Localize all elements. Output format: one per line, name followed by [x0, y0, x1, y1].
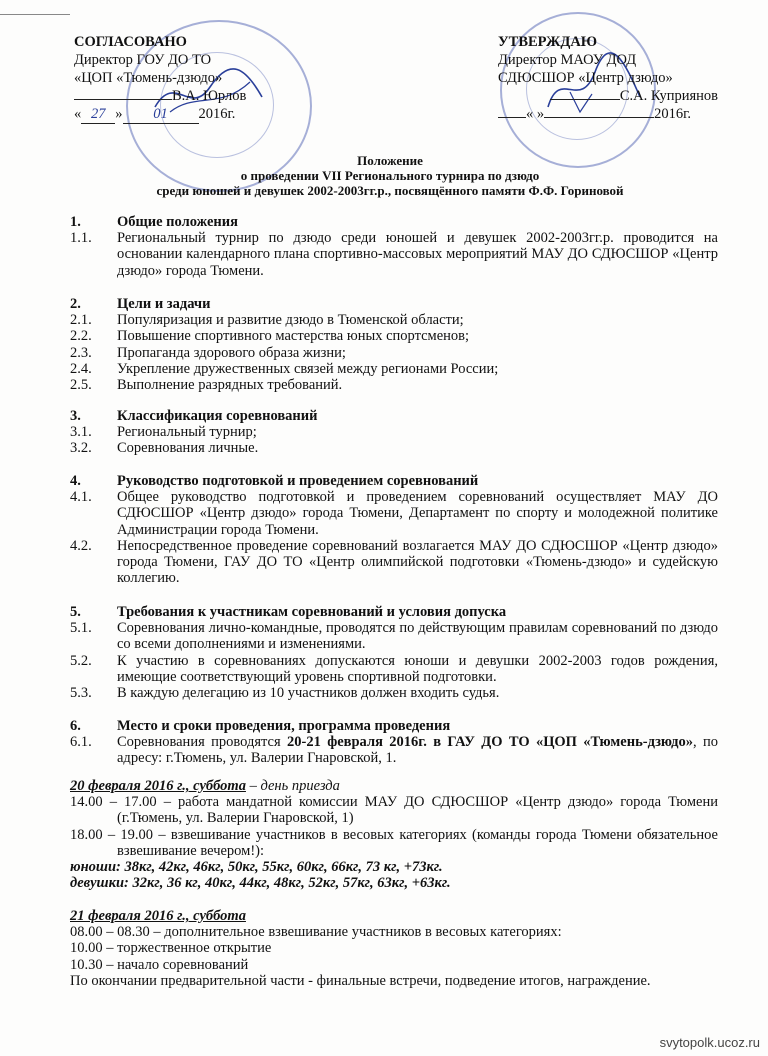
approval-heading: СОГЛАСОВАНО: [74, 34, 187, 50]
approval-heading: УТВЕРЖДАЮ: [498, 34, 598, 50]
approval-signature-line: [74, 87, 304, 105]
section-item: Непосредственное проведение соревнований возлагается МАУ ДО СДЮСШОР «Центр дзюдо» города Тюмени, ГАУ ДО ТО «Центр олимпийской подготовки «Тюмень-дзюдо» и судейскую коллегию.: [117, 537, 718, 587]
schedule-item: 08.00 – 08.30 – дополнительное взвешивание участников в весовых категориях:: [70, 924, 562, 941]
section-title: Место и сроки проведения, программа проведения: [117, 718, 451, 734]
section-title: Классификация соревнований: [117, 408, 318, 424]
section-item: Региональный турнир;: [117, 424, 257, 441]
section-item: Региональный турнир по дзюдо среди юношей и девушек 2002-2003гг.р. проводится на основании календарного плана спортивно-массовых мероприятий МАУ ДО СДЮСШОР «Центр дзюдо» города Тюмени.: [117, 230, 718, 279]
approval-date: « 27 » 01 2016г.: [74, 106, 236, 122]
weight-categories-boys: юноши: 38кг, 42кг, 46кг, 50кг, 55кг, 60кг, 66кг, 73 кг, +73кг.: [70, 859, 443, 876]
section-item: Соревнования личные.: [117, 440, 259, 457]
section-venue-program: 6. Место и сроки проведения, программа проведения 6.1. Соревнования проводятся 20-21 февраля 2016г. в ГАУ ДО ТО «ЦОП «Тюмень-дзюдо», по адресу: г.Тюмень, ул. Валерии Гнаровской, 1.: [70, 718, 719, 767]
section-title: Требования к участникам соревнований и условия допуска: [117, 604, 507, 620]
approval-agreed-block: [74, 33, 304, 124]
scan-artifact-line: [0, 14, 70, 15]
approval-position: Директор ГОУ ДО ТО: [74, 52, 212, 68]
approval-date: « » 2016г.: [498, 105, 718, 123]
section-item: Повышение спортивного мастерства юных спортсменов;: [117, 328, 470, 345]
approval-date-year: 2016г.: [198, 106, 236, 122]
section-management: 4. Руководство подготовкой и проведением соревнований 4.1. Общее руководство подготовкой и проведением соревнований осуществляет МАУ ДО СДЮСШОР «Центр дзюдо» города Тюмени, Департамент по спорту и молодежной политике Администрации города Тюмени. 4.2. Непосредственное проведение соревнований возлагается МАУ ДО СДЮСШОР «Центр дзюдо» города Тюмени, ГАУ ДО ТО «Центр олимпийской подготовки «Тюмень-дзюдо» и судейскую коллегию.: [70, 473, 718, 587]
section-general: 1. Общие положения 1.1. Региональный турнир по дзюдо среди юношей и девушек 2002-2003гг.р. проводится на основании календарного плана спортивно-массовых мероприятий МАУ ДО СДЮСШОР «Центр дзюдо» города Тюмени.: [70, 214, 718, 279]
approval-date-year: 2016г.: [654, 106, 692, 122]
section-item: Популяризация и развитие дзюдо в Тюменской области;: [117, 312, 464, 329]
section-title: Цели и задачи: [117, 296, 211, 312]
section-requirements: 5. Требования к участникам соревнований и условия допуска 5.1. Соревнования лично-командные, проводятся по действующим правилам соревнований по дзюдо со всеми дополнениями и изменениями. 5.2. К участию в соревнованиях допускаются юноши и девушки 2002-2003 годов рождения, имеющие соответствующий уровень спортивной подготовки. 5.3. В каждую делегацию из 10 участников должен входить судья.: [70, 604, 718, 702]
schedule-item: 10.00 – торжественное открытие: [70, 940, 272, 957]
schedule-day-1: 20 февраля 2016 г., суббота – день приезда 14.00 – 17.00 – работа мандатной комиссии МАУ ДО СДЮСШОР «Центр дзюдо» города Тюмени (г.Тюмень, ул. Валерии Гнаровской, 1) 18.00 – 19.00 – взвешивание участников в весовых категориях (команды города Тюмени обязательное взвешивание вечером!): юноши: 38кг, 42кг, 46кг, 50кг, 55кг, 60кг, 66кг, 73 кг, +73кг. девушки: 32кг, 36 кг, 40кг, 44кг, 48кг, 52кг, 57кг, 63кг, +63кг.: [70, 778, 718, 892]
section-item: Соревнования лично-командные, проводятся по действующим правилам соревнований по дзюдо со всеми дополнениями и изменениями.: [117, 620, 718, 653]
approval-organization: СДЮСШОР «Центр дзюдо»: [498, 70, 673, 86]
approval-name: В.А. Юрлов: [172, 88, 247, 104]
section-item: В каждую делегацию из 10 участников должен входить судья.: [117, 685, 500, 702]
document-title: Положение: [357, 153, 423, 168]
approval-date-day: 27: [81, 105, 115, 124]
section-title: Общие положения: [117, 214, 238, 230]
schedule-item: 18.00 – 19.00 – взвешивание участников в весовых категориях (команды города Тюмени обязательное взвешивание вечером!):: [70, 826, 718, 859]
section-goals: 2. Цели и задачи 2.1. Популяризация и развитие дзюдо в Тюменской области; 2.2. Повышение спортивного мастерства юных спортсменов; 2.3. Пропаганда здорового образа жизни; 2.4. Укрепление дружественных связей между регионами России; 2.5. Выполнение разрядных требований.: [70, 296, 718, 393]
section-classification: 3. Классификация соревнований 3.1. Региональный турнир; 3.2. Соревнования личные.: [70, 408, 718, 457]
section-item: Пропаганда здорового образа жизни;: [117, 344, 346, 361]
schedule-item: 10.30 – начало соревнований: [70, 956, 249, 973]
section-item: Соревнования проводятся 20-21 февраля 2016г. в ГАУ ДО ТО «ЦОП «Тюмень-дзюдо», по адресу: г.Тюмень, ул. Валерии Гнаровской, 1.: [117, 734, 719, 767]
approval-date-month: 01: [123, 105, 199, 124]
document-subtitle: о проведении VII Регионального турнира по дзюдо: [240, 168, 540, 183]
schedule-day-2: [70, 908, 718, 989]
approval-approved-block: [498, 33, 718, 123]
schedule-item: 14.00 – 17.00 – работа мандатной комиссии МАУ ДО СДЮСШОР «Центр дзюдо» города Тюмени (г.Тюмень, ул. Валерии Гнаровской, 1): [70, 794, 718, 827]
section-item: Общее руководство подготовкой и проведением соревнований осуществляет МАУ ДО СДЮСШОР «Центр дзюдо» города Тюмени, Департамент по спорту и молодежной политике Администрации города Тюмени.: [117, 489, 718, 538]
section-title: Руководство подготовкой и проведением соревнований: [117, 473, 479, 489]
weight-categories-girls: девушки: 32кг, 36 кг, 40кг, 44кг, 48кг, 52кг, 57кг, 63кг, +63кг.: [70, 875, 451, 892]
watermark: svytopolk.ucoz.ru: [659, 1035, 760, 1050]
schedule-day-title: 21 февраля 2016 г., суббота: [70, 908, 246, 924]
approval-position: Директор МАОУ ДОД: [498, 52, 637, 68]
section-item: К участию в соревнованиях допускаются юноши и девушки 2002-2003 годов рождения, имеющие соответствующий уровень спортивной подготовки.: [117, 652, 718, 685]
section-item: Выполнение разрядных требований.: [117, 377, 343, 394]
schedule-day-title: 20 февраля 2016 г., суббота: [70, 778, 246, 794]
approval-signature-line: [498, 87, 718, 105]
approval-name: С.А. Куприянов: [619, 88, 718, 104]
approval-organization: «ЦОП «Тюмень-дзюдо»: [74, 70, 223, 86]
document-subtitle-2: среди юношей и девушек 2002-2003гг.р., посвящённого памяти Ф.Ф. Гориновой: [156, 183, 624, 198]
section-item: Укрепление дружественных связей между регионами России;: [117, 360, 499, 377]
schedule-item: По окончании предварительной части - финальные встречи, подведение итогов, награждение.: [70, 972, 651, 989]
